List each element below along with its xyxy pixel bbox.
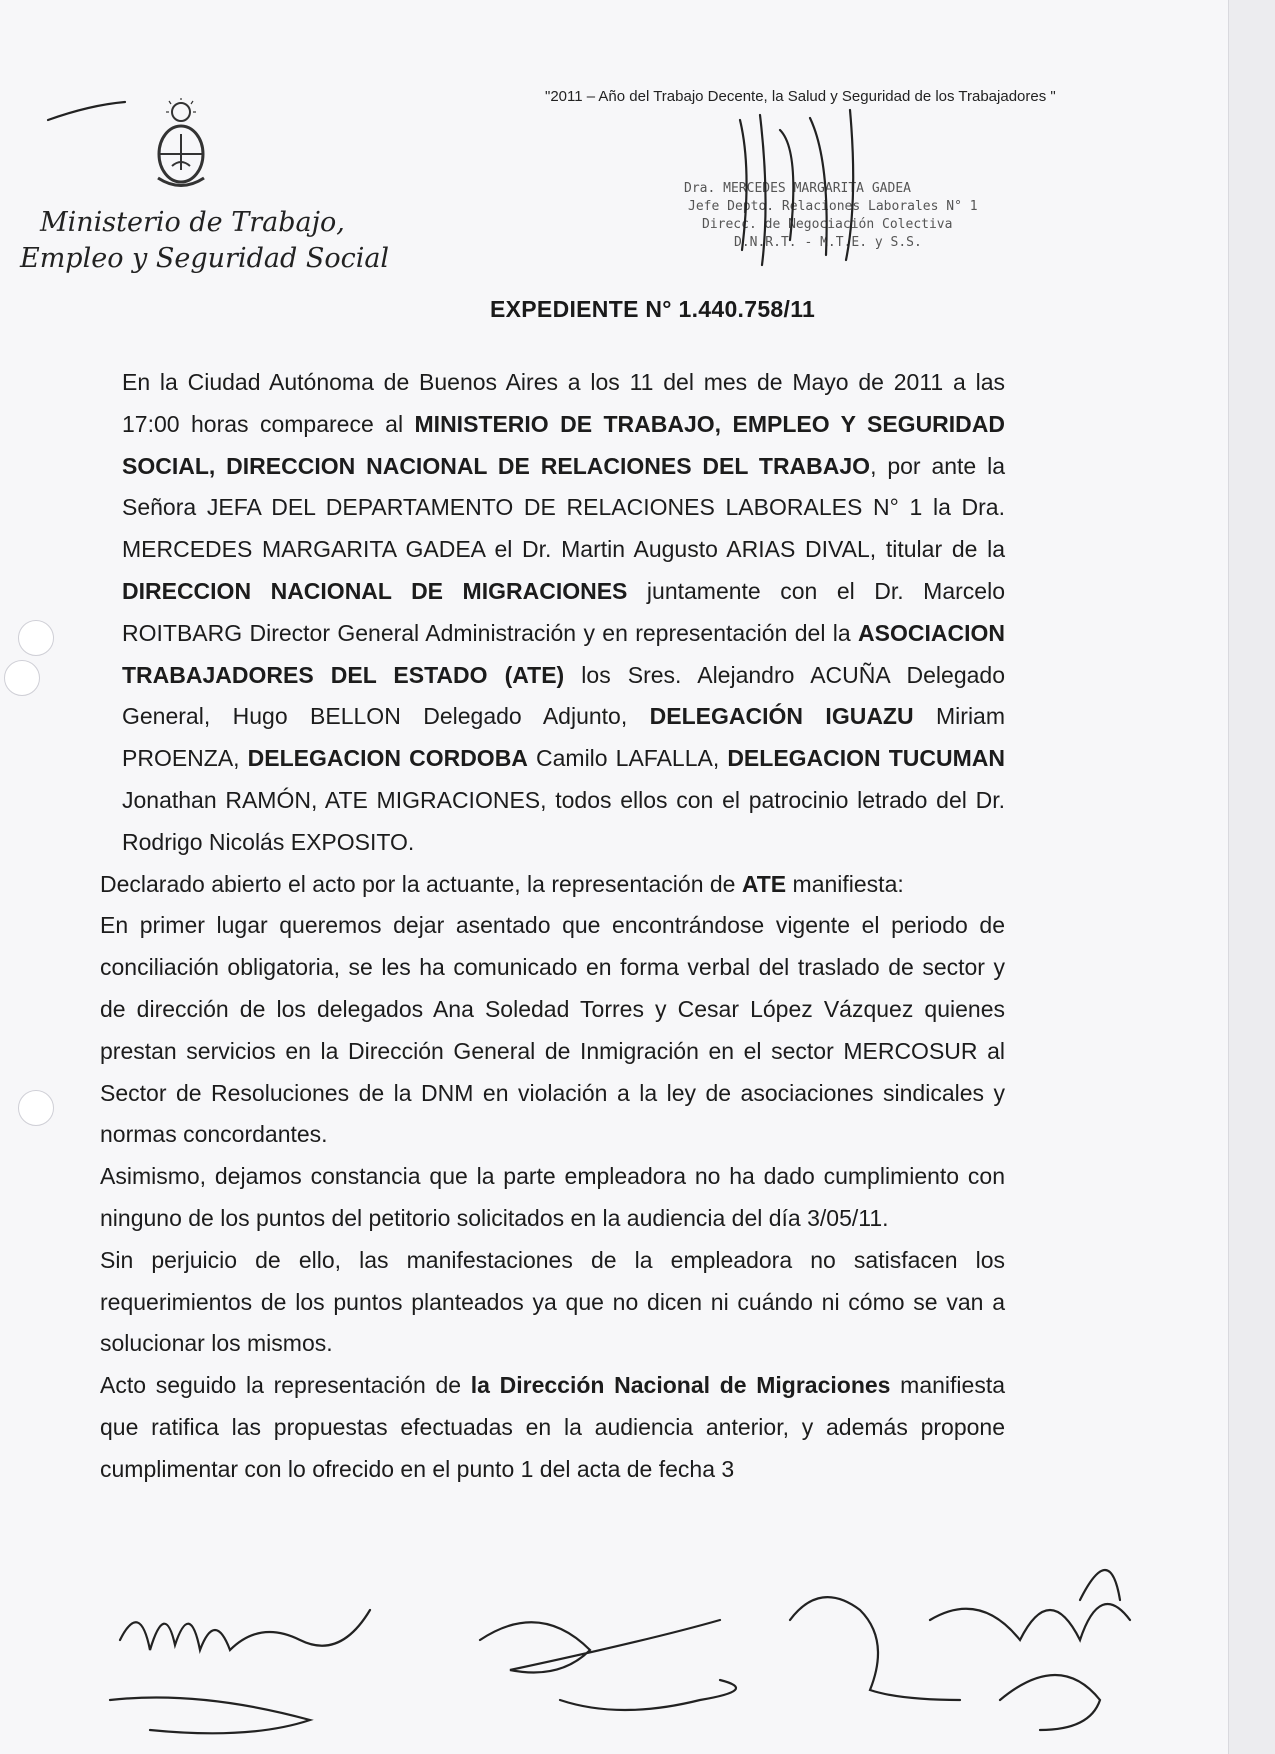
paragraph-dnm-response: Acto seguido la representación de la Dirección Nacional de Migraciones manifiesta que ratifica las propuestas efectuadas en la audiencia anterior, y además propone cumplimentar con lo ofrecido en el punto 1 del acta de fecha 3 [100, 1372, 1005, 1482]
stamp-line: D.N.R.T. - M.T.E. y S.S. [734, 235, 922, 250]
punch-hole [4, 660, 40, 696]
paragraph-ate-statement: En primer lugar queremos dejar asentado que encontrándose vigente el periodo de conciliación obligatoria, se les ha comunicado en forma verbal del traslado de sector y de dirección de los delegados Ana Soledad Torres y Cesar López Vázquez quienes prestan servicios en la Dirección General de Inmigración en el sector MERCOSUR al Sector de Resoluciones de la DNM en violación a la ley de asociaciones sindicales y normas concordantes. [100, 912, 1005, 1148]
punch-hole [18, 1090, 54, 1126]
paragraph-non-compliance: Asimismo, dejamos constancia que la parte empleadora no ha dado cumplimiento con ninguno de los puntos del petitorio solicitados en la audiencia del día 3/05/11. [100, 1163, 1005, 1231]
ministry-line-2: Empleo y Seguridad Social [20, 243, 390, 274]
stamp-line: Dra. MERCEDES MARGARITA GADEA [684, 181, 911, 196]
paragraph-opening: Declarado abierto el acto por la actuante, la representación de ATE manifiesta: [100, 870, 904, 897]
ministry-logo-text [20, 205, 389, 277]
paragraph-appearance: En la Ciudad Autónoma de Buenos Aires a los 11 del mes de Mayo de 2011 a las 17:00 horas comparece al MINISTERIO DE TRABAJO, EMPLEO Y SEGURIDAD SOCIAL, DIRECCION NACIONAL DE RELACIONES DEL TRABAJO, por ante la Señora JEFA DEL DEPARTAMENTO DE RELACIONES LABORALES N° 1 la Dra. MERCEDES MARGARITA GADEA el Dr. Martin Augusto ARIAS DIVAL, titular de la DIRECCION NACIONAL DE MIGRACIONES juntamente con el Dr. Marcelo ROITBARG Director General Administración y en representación del la ASOCIACION TRABAJADORES DEL ESTADO (ATE) los Sres. Alejandro ACUÑA Delegado General, Hugo BELLON Delegado Adjunto, DELEGACIÓN IGUAZU Miriam PROENZA, DELEGACION CORDOBA Camilo LAFALLA, DELEGACION TUCUMAN Jonathan RAMÓN, ATE MIGRACIONES, todos ellos con el patrocinio letrado del Dr. Rodrigo Nicolás EXPOSITO. [122, 369, 1006, 855]
document-body [100, 362, 1005, 1491]
year-motto: "2011 – Año del Trabajo Decente, la Salud y Seguridad de los Trabajadores " [545, 88, 1056, 105]
coat-of-arms-icon [150, 98, 212, 190]
paragraph-unsatisfied: Sin perjuicio de ello, las manifestaciones de la empleadora no satisfacen los requerimientos de los puntos planteados ya que no dicen ni cuándo ni cómo se van a solucionar los mismos. [100, 1246, 1005, 1357]
stamp-line: Jefe Depto. Relaciones Laborales N° 1 [688, 199, 978, 214]
ministry-line-1: Ministerio de Trabajo, [40, 207, 345, 238]
expediente-title: EXPEDIENTE N° 1.440.758/11 [490, 296, 816, 322]
next-page-edge [1228, 0, 1275, 1754]
stamp-line: Direcc. de Negociación Colectiva [702, 217, 953, 232]
punch-hole [18, 620, 54, 656]
official-stamp [684, 180, 978, 252]
